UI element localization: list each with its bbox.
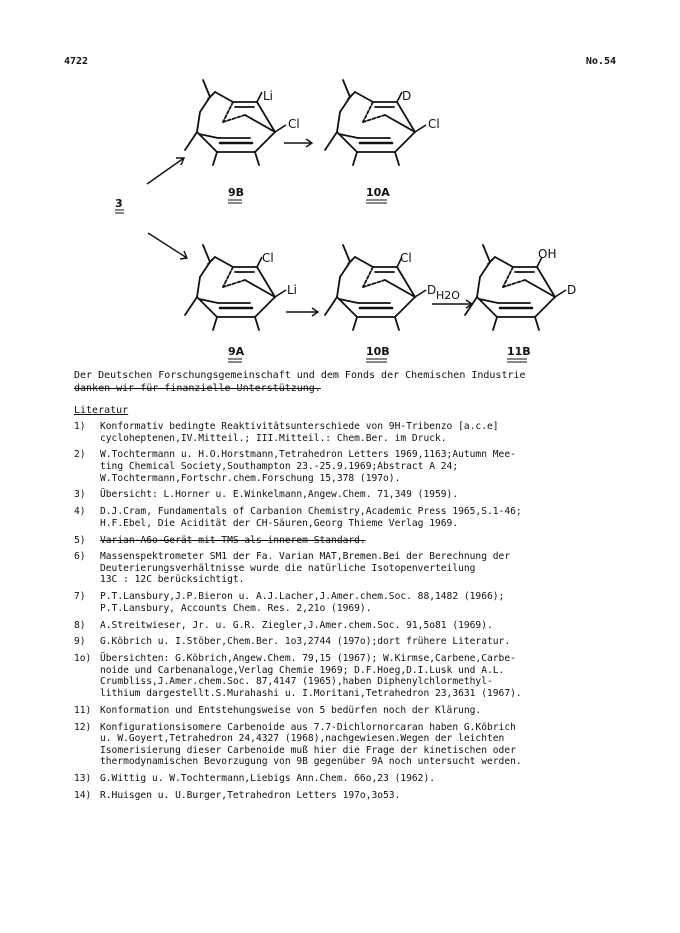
reference-text: Konformativ bedingte Reaktivitätsunterschiede von 9H-Tribenzo [a.c.e] cycloheptenen,IV.Mitteil.; III.Mitteil.: Chem.Ber. im Druck. <box>100 421 499 444</box>
page-number-left: 4722 <box>64 56 89 67</box>
svg-text:3: 3 <box>115 197 123 210</box>
reference-number: 13) <box>74 773 92 785</box>
reference-number: 11) <box>74 704 92 716</box>
reference-text: Konformation und Entstehungsweise von 5 bedürfen noch der Klärung. <box>100 704 482 716</box>
reference-item <box>74 489 634 501</box>
acknowledgement <box>74 369 634 395</box>
reference-number: 5) <box>74 534 86 546</box>
label-9b: 9B <box>228 186 245 199</box>
label-10a: 10A <box>366 186 390 199</box>
acknowledgement-line-1: Der Deutschen Forschungsgemeinschaft und dem Fonds der Chemischen Industrie <box>74 370 526 381</box>
substituent-9b-top: Li <box>263 89 274 103</box>
substituent-10a-top: D <box>402 89 412 103</box>
reference-text: A.Streitwieser, Jr. u. G.R. Ziegler,J.Amer.chem.Soc. 91,5o81 (1969). <box>100 619 493 631</box>
substituent-11b-top: OH <box>538 247 557 261</box>
reaction-arrows <box>147 139 472 316</box>
label-9a: 9A <box>228 345 245 358</box>
substituent-9a-right: Li <box>287 283 298 297</box>
reference-item <box>74 551 634 586</box>
reference-list <box>74 421 634 807</box>
acknowledgement-line-2: danken wir für finanzielle Unterstützung. <box>74 383 321 394</box>
reference-item <box>74 705 634 717</box>
compound-9a <box>185 245 297 362</box>
reference-text: Übersicht: L.Horner u. E.Winkelmann,Angew.Chem. 71,349 (1959). <box>100 489 459 501</box>
reference-item <box>74 636 634 648</box>
reference-item <box>74 506 634 529</box>
reference-text: Konfigurationsisomere Carbenoide aus 7.7-Dichlornorcaran haben G.Köbrich u. W.Goyert,Tetrahedron 24,4327 (1968),nachgewiesen.Wegen der leichten Isomerisierung dieser Carbenoide muß hier die Frage der kinetischen oder thermodynamischen Bevorzugung von 9B gegenüber 9A noch untersucht werden. <box>100 721 522 768</box>
reference-text: Übersichten: G.Köbrich,Angew.Chem. 79,15 (1967); W.Kirmse,Carbene,Carbe- noide und Carbenanaloge,Verlag Chemie 1969; D.F.Hoeg,D.I.Lusk und A.L. Crumbliss,J.Amer.chem.Soc. 87,4147 (1965),haben Diphenylchlormethyl- lithium dargestellt.S.Murahashi u. I.Moritani,Tetrahedron 23,3631 (1967). <box>100 653 522 699</box>
reference-item <box>74 535 634 547</box>
reference-text: R.Huisgen u. U.Burger,Tetrahedron Letters 197o,3o53. <box>100 789 401 801</box>
label-11b: 11B <box>507 345 531 358</box>
reaction-scheme <box>0 0 680 370</box>
reference-number: 1o) <box>74 653 92 665</box>
literature-heading: Literatur <box>74 405 129 416</box>
reference-number: 12) <box>74 721 92 733</box>
reference-text: G.Köbrich u. I.Stöber,Chem.Ber. 1o3,2744 (197o);dort frühere Literatur. <box>100 636 511 648</box>
substituent-10a-right: Cl <box>428 117 440 131</box>
reference-number: 2) <box>74 449 86 461</box>
reference-text: Varian-A6o-Gerät mit TMS als innerem Standard. <box>100 534 366 546</box>
reference-item <box>74 449 634 484</box>
reference-text: P.T.Lansbury,J.P.Bieron u. A.J.Lacher,J.Amer.chem.Soc. 88,1482 (1966); P.T.Lansbury, Accounts Chem. Res. 2,21o (1969). <box>100 591 505 614</box>
reference-item <box>74 620 634 632</box>
reference-item <box>74 722 634 768</box>
reference-number: 8) <box>74 619 86 631</box>
reference-text: W.Tochtermann u. H.O.Horstmann,Tetrahedron Letters 1969,1163;Autumn Mee- ting Chemical Society,Southampton 23.-25.9.1969;Abstract A 24; W.Tochtermann,Fortschr.chem.Forschung 15,378 (197o). <box>100 449 516 484</box>
substituent-9b-right: Cl <box>288 117 300 131</box>
reference-text: D.J.Cram, Fundamentals of Carbanion Chemistry,Academic Press 1965,S.1-46; H.F.Ebel, Die Acidität der CH-Säuren,Georg Thieme Verlag 1969. <box>100 506 522 529</box>
reference-item <box>74 591 634 614</box>
compound-10b <box>325 245 436 362</box>
reference-number: 7) <box>74 591 86 603</box>
substituent-11b-right: D <box>567 283 577 297</box>
reference-item <box>74 773 634 785</box>
reference-item <box>74 653 634 699</box>
reference-number: 9) <box>74 636 86 648</box>
reference-number: 4) <box>74 506 86 518</box>
reference-number: 14) <box>74 789 92 801</box>
reference-number: 6) <box>74 551 86 563</box>
reference-number: 3) <box>74 489 86 501</box>
page-number-right: No.54 <box>585 56 616 67</box>
compound-9b <box>185 80 300 203</box>
compound-10a <box>325 80 440 203</box>
reference-item <box>74 421 634 444</box>
reference-text: Massenspektrometer SM1 der Fa. Varian MAT,Bremen.Bei der Berechnung der Deuterierungsverhältnisse wurde die natürliche Isotopenverteilung 13C : 12C berücksichtigt. <box>100 551 511 586</box>
label-10b: 10B <box>366 345 390 358</box>
compound-11b <box>465 245 576 362</box>
substituent-10b-right: D <box>427 283 437 297</box>
substituent-10b-top: Cl <box>400 251 412 265</box>
reference-text: G.Wittig u. W.Tochtermann,Liebigs Ann.Chem. 66o,23 (1962). <box>100 773 436 785</box>
reference-number: 1) <box>74 421 86 432</box>
substituent-9a-top: Cl <box>262 251 274 265</box>
label-compound-3 <box>115 197 124 213</box>
reagent-h2o: H2O <box>436 289 460 302</box>
reference-item <box>74 790 634 802</box>
